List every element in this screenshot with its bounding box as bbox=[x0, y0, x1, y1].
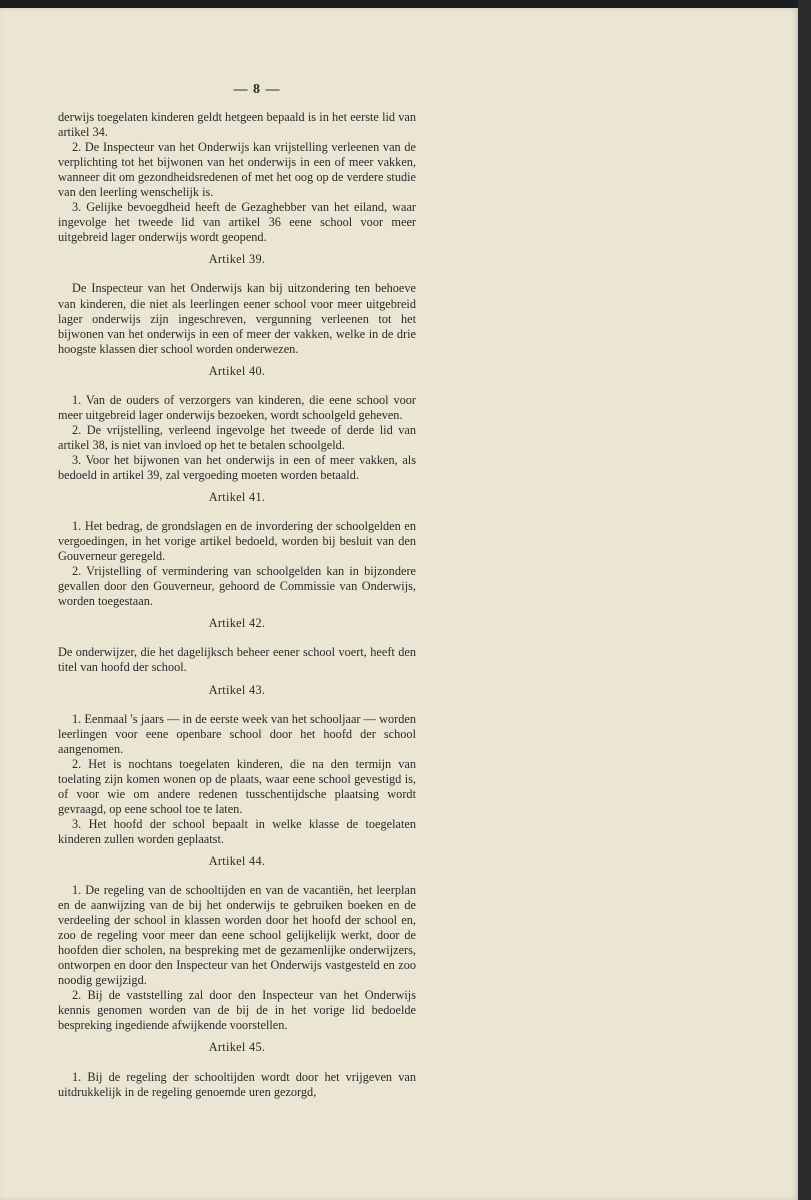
article-43-title: Artikel 43. bbox=[208, 682, 266, 697]
article-43-paragraph-3: 3. Het hoofd der school bepaalt in welke klasse de toegelaten kinderen zullen worden geplaatst. bbox=[58, 816, 416, 846]
intro-paragraph-3: 3. Gelijke bevoegdheid heeft de Gezaghebber van het eiland, waar ingevolge het tweede lid van artikel 36 eene school voor meer uitgebreid lager onderwijs wordt geopend. bbox=[58, 200, 416, 245]
article-40-paragraph-2: 2. De vrijstelling, verleend ingevolge het tweede of derde lid van artikel 38, is niet van invloed op het te betalen schoolgeld. bbox=[58, 422, 416, 452]
article-41-paragraph-1: 1. Het bedrag, de grondslagen en de invordering der schoolgelden en vergoedingen, in het vorige artikel bedoeld, worden bij besluit van den Gouverneur geregeld. bbox=[58, 519, 416, 564]
article-42-title: Artikel 42. bbox=[208, 616, 266, 631]
page-text bbox=[58, 82, 416, 1100]
article-43-paragraph-1: 1. Eenmaal 's jaars — in de eerste week van het schooljaar — worden leerlingen voor eene openbare school door het hoofd der school aangenomen. bbox=[58, 711, 416, 756]
article-42-paragraph-1: De onderwijzer, die het dagelijksch beheer eener school voert, heeft den titel van hoofd der school. bbox=[58, 645, 416, 675]
article-39-title: Artikel 39. bbox=[208, 252, 266, 267]
intro-paragraph-2: 2. De Inspecteur van het Onderwijs kan vrijstelling verleenen van de verplichting tot het bijwonen van het onderwijs in een of meer vakken, wanneer dit om gezondheidsredenen of met het oog op de verdere studie van den leerling wenschelijk is. bbox=[58, 140, 416, 200]
intro-paragraph-1: derwijs toegelaten kinderen geldt hetgeen bepaald is in het eerste lid van artikel 34. bbox=[58, 110, 416, 140]
article-44-title: Artikel 44. bbox=[208, 853, 266, 868]
scan-border bbox=[798, 0, 811, 1200]
article-41-paragraph-2: 2. Vrijstelling of vermindering van schoolgelden kan in bijzondere gevallen door den Gouverneur, gehoord de Commissie van Onderwijs, worden toegestaan. bbox=[58, 564, 416, 609]
article-39-paragraph-1: De Inspecteur van het Onderwijs kan bij uitzondering ten behoeve van kinderen, die niet als leerlingen eener school voor meer uitgebreid lager onderwijs zijn ingeschreven, vergunning verleenen tot het bijwonen van het onderwijs in een of meer der vakken, welke in de drie hoogste klassen dier school worden onderwezen. bbox=[58, 281, 416, 356]
article-40-paragraph-3: 3. Voor het bijwonen van het onderwijs in een of meer vakken, als bedoeld in artikel 39, zal vergoeding moeten worden betaald. bbox=[58, 452, 416, 482]
article-40-paragraph-1: 1. Van de ouders of verzorgers van kinderen, die eene school voor meer uitgebreid lager onderwijs bezoeken, wordt schoolgeld geheven. bbox=[58, 392, 416, 422]
article-41-title: Artikel 41. bbox=[208, 490, 266, 505]
article-43-paragraph-2: 2. Het is nochtans toegelaten kinderen, die na den termijn van toelating zijn komen wonen op de plaats, waar eene school gevestigd is, of voor wie om andere redenen tusschentijdsche plaatsing wordt gevraagd, op eene school toe te laten. bbox=[58, 756, 416, 816]
article-40-title: Artikel 40. bbox=[208, 363, 266, 378]
page-number: — 8 — bbox=[233, 82, 281, 97]
article-44-paragraph-2: 2. Bij de vaststelling zal door den Inspecteur van het Onderwijs kennis genomen worden van de bij de in het vorige lid bedoelde bespreking ingediende afwijkende voorstellen. bbox=[58, 988, 416, 1033]
article-45-paragraph-1: 1. Bij de regeling der schooltijden wordt door het vrijgeven van uitdrukkelijk in de regeling genoemde uren gezorgd, bbox=[58, 1069, 416, 1099]
article-44-paragraph-1: 1. De regeling van de schooltijden en van de vacantiën, het leerplan en de aanwijzing van de bij het onderwijs te gebruiken boeken en de verdeeling der school in klassen worden door het hoofd der school en, zoo de regeling voor meer dan eene school gelijkelijk werkt, door de hoofden dier scholen, na bespreking met de gezamenlijke onderwijzers, ontworpen en door den Inspecteur van het Onderwijs vastgesteld en zoo noodig gewijzigd. bbox=[58, 883, 416, 988]
article-45-title: Artikel 45. bbox=[208, 1040, 266, 1055]
document-page bbox=[0, 8, 798, 1200]
